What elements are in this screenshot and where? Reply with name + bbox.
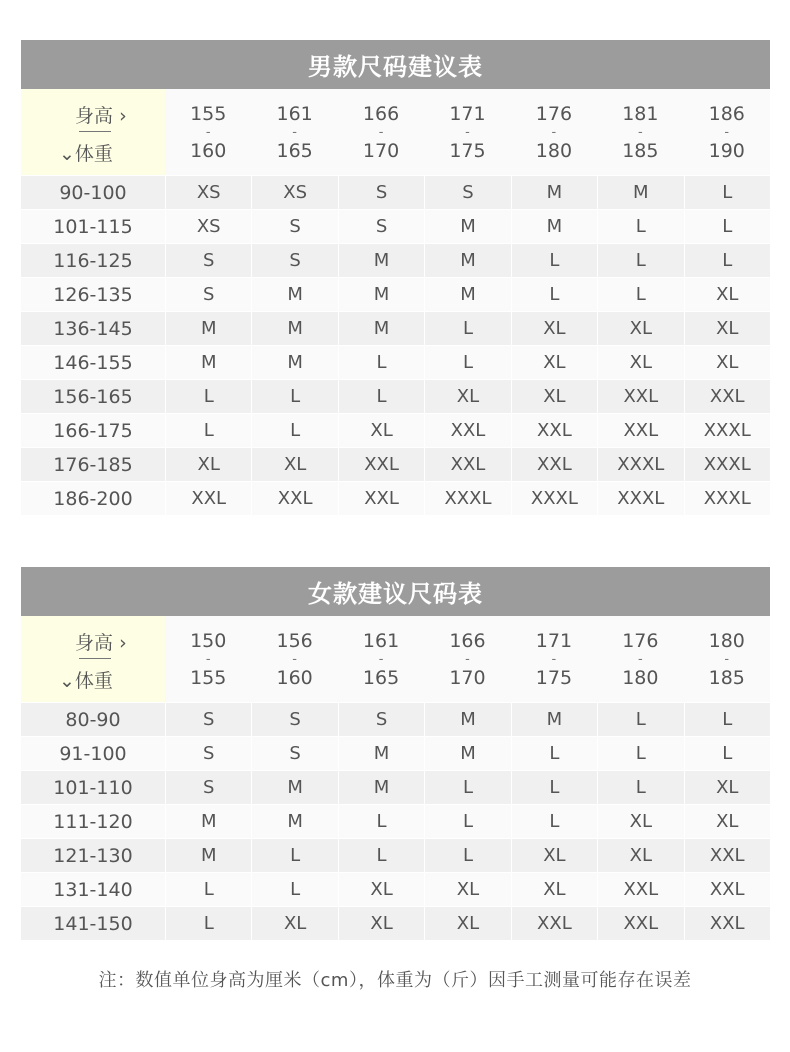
height-range-header (165, 89, 251, 175)
size-cell: XL (511, 346, 597, 379)
table-row (21, 737, 770, 770)
weight-range-cell: 101-115 (21, 210, 165, 243)
height-range-top: 181 (622, 102, 659, 125)
weight-range-cell: 111-120 (21, 805, 165, 838)
size-cell: XXL (424, 448, 510, 481)
size-cell: L (511, 278, 597, 311)
height-range-top: 166 (449, 629, 486, 652)
size-cell: XXL (597, 873, 683, 906)
weight-range-cell: 166-175 (21, 414, 165, 447)
height-range-header (597, 616, 683, 702)
size-cell: M (165, 805, 251, 838)
height-range-header (165, 616, 251, 702)
size-cell: M (424, 210, 510, 243)
size-cell: S (251, 703, 337, 736)
weight-range-cell: 131-140 (21, 873, 165, 906)
size-cell: L (684, 244, 770, 277)
height-range-bottom: 190 (708, 139, 745, 162)
height-range-dash: - (465, 651, 470, 667)
table-row (21, 312, 770, 345)
size-cell: S (338, 210, 424, 243)
size-cell: XL (684, 805, 770, 838)
weight-range-cell: 90-100 (21, 176, 165, 209)
size-cell: L (511, 244, 597, 277)
women-corner-cell (21, 616, 165, 702)
size-cell: XL (597, 839, 683, 872)
size-cell: M (338, 771, 424, 804)
weight-range-cell: 80-90 (21, 703, 165, 736)
size-cell: XL (684, 346, 770, 379)
size-cell: XL (251, 907, 337, 940)
height-range-dash: - (378, 651, 384, 667)
height-range-dash: - (465, 124, 470, 140)
size-cell: L (511, 771, 597, 804)
size-cell: XXL (597, 414, 683, 447)
size-cell: L (424, 346, 510, 379)
table-row (21, 244, 770, 277)
weight-range-cell: 126-135 (21, 278, 165, 311)
size-cell: XL (597, 805, 683, 838)
size-cell: S (165, 278, 251, 311)
table-row (21, 176, 770, 209)
height-range-header (597, 89, 683, 175)
size-cell: XXXL (597, 482, 683, 515)
size-cell: XS (165, 210, 251, 243)
women-table-title: 女款建议尺码表 (21, 567, 770, 616)
size-cell: L (684, 210, 770, 243)
size-cell: M (424, 278, 510, 311)
size-cell: M (165, 346, 251, 379)
size-cell: XL (597, 312, 683, 345)
height-range-dash: - (637, 124, 643, 140)
height-range-top: 176 (622, 629, 659, 652)
height-range-header (338, 616, 424, 702)
table-row (21, 346, 770, 379)
size-cell: XS (165, 176, 251, 209)
weight-range-cell: 101-110 (21, 771, 165, 804)
height-range-header (511, 89, 597, 175)
height-range-dash: - (292, 124, 297, 140)
corner-divider (79, 131, 111, 132)
size-cell: XXXL (424, 482, 510, 515)
height-range-header (684, 616, 770, 702)
size-cell: M (338, 312, 424, 345)
size-cell: M (251, 278, 337, 311)
women-size-table (21, 567, 770, 941)
height-range-dash: - (551, 124, 557, 140)
size-cell: S (165, 244, 251, 277)
size-cell: L (165, 873, 251, 906)
height-range-bottom: 185 (622, 139, 659, 162)
height-range-bottom: 185 (708, 666, 745, 689)
height-range-header (251, 89, 337, 175)
size-cell: L (165, 907, 251, 940)
size-cell: L (684, 176, 770, 209)
size-cell: XXL (338, 448, 424, 481)
size-cell: L (597, 771, 683, 804)
corner-divider (79, 658, 111, 659)
height-range-dash: - (637, 651, 643, 667)
size-cell: L (251, 414, 337, 447)
table-row (21, 448, 770, 481)
height-range-dash: - (724, 651, 730, 667)
size-cell: L (511, 737, 597, 770)
height-range-top: 166 (362, 102, 400, 125)
size-cell: XXXL (684, 448, 770, 481)
height-range-top: 171 (535, 629, 573, 652)
height-range-top: 155 (190, 102, 227, 125)
table-row (21, 805, 770, 838)
size-cell: M (338, 737, 424, 770)
weight-range-cell: 136-145 (21, 312, 165, 345)
size-cell: XXXL (597, 448, 683, 481)
men-table-body (21, 176, 770, 515)
size-cell: L (251, 839, 337, 872)
size-cell: XXL (511, 448, 597, 481)
height-range-top: 180 (708, 629, 745, 652)
height-range-bottom: 155 (190, 666, 227, 689)
size-cell: L (338, 805, 424, 838)
height-range-top: 150 (190, 629, 227, 652)
table-row (21, 414, 770, 447)
measurement-note: 注：数值单位身高为厘米（cm），体重为（斤）因手工测量可能存在误差 (98, 970, 692, 991)
height-range-top: 176 (535, 102, 573, 125)
weight-label: 体重 (74, 670, 113, 692)
size-cell: L (251, 380, 337, 413)
height-range-dash: - (378, 124, 384, 140)
size-cell: M (165, 312, 251, 345)
height-range-header (251, 616, 337, 702)
size-cell: L (597, 737, 683, 770)
men-size-table (21, 40, 770, 516)
size-cell: M (424, 737, 510, 770)
size-cell: L (684, 703, 770, 736)
table-row (21, 380, 770, 413)
size-cell: L (251, 873, 337, 906)
size-cell: M (597, 176, 683, 209)
size-cell: L (597, 703, 683, 736)
height-range-bottom: 180 (622, 666, 659, 689)
height-range-top: 161 (362, 629, 400, 652)
size-cell: XL (684, 312, 770, 345)
size-cell: S (338, 703, 424, 736)
size-cell: L (165, 380, 251, 413)
size-cell: M (251, 771, 337, 804)
height-range-header (511, 616, 597, 702)
size-cell: XXL (165, 482, 251, 515)
women-table-body (21, 703, 770, 940)
chevron-down-icon: ⌄ (59, 670, 75, 692)
size-cell: XL (511, 312, 597, 345)
height-range-bottom: 175 (449, 139, 486, 162)
size-cell: XXL (251, 482, 337, 515)
size-cell: L (597, 210, 683, 243)
weight-range-cell: 141-150 (21, 907, 165, 940)
size-cell: XXXL (684, 414, 770, 447)
size-cell: L (165, 414, 251, 447)
table-row (21, 278, 770, 311)
size-cell: XL (684, 771, 770, 804)
height-label: 身高 (75, 105, 114, 127)
size-cell: M (338, 278, 424, 311)
height-range-dash: - (205, 651, 211, 667)
size-cell: L (338, 839, 424, 872)
size-cell: XXL (338, 482, 424, 515)
table-row (21, 907, 770, 940)
size-cell: S (424, 176, 510, 209)
height-range-top: 186 (708, 102, 745, 125)
table-row (21, 873, 770, 906)
height-range-top: 171 (449, 102, 486, 125)
size-cell: S (338, 176, 424, 209)
size-cell: L (684, 737, 770, 770)
size-cell: M (165, 839, 251, 872)
size-cell: L (597, 244, 683, 277)
size-cell: XXL (684, 380, 770, 413)
height-range-dash: - (292, 651, 297, 667)
height-range-top: 156 (276, 629, 313, 652)
height-label: 身高 (75, 632, 114, 654)
size-cell: XXL (597, 380, 683, 413)
height-range-header (338, 89, 424, 175)
weight-range-cell: 156-165 (21, 380, 165, 413)
chevron-right-icon: › (119, 632, 127, 654)
size-cell: L (597, 278, 683, 311)
height-range-top: 161 (276, 102, 313, 125)
weight-range-cell: 146-155 (21, 346, 165, 379)
size-cell: XL (597, 346, 683, 379)
size-cell: XL (424, 907, 510, 940)
weight-range-cell: 116-125 (21, 244, 165, 277)
height-range-header (424, 616, 510, 702)
chevron-right-icon: › (119, 105, 127, 127)
height-range-dash: - (205, 124, 211, 140)
size-cell: S (251, 737, 337, 770)
size-cell: S (251, 244, 337, 277)
weight-label: 体重 (74, 143, 113, 165)
size-cell: M (511, 176, 597, 209)
height-range-dash: - (551, 651, 557, 667)
size-cell: XXL (684, 873, 770, 906)
size-cell: L (338, 346, 424, 379)
height-range-bottom: 165 (276, 139, 313, 162)
size-cell: M (511, 210, 597, 243)
women-header-row (21, 616, 770, 702)
height-range-header (684, 89, 770, 175)
weight-range-cell: 91-100 (21, 737, 165, 770)
size-cell: M (251, 805, 337, 838)
men-header-row (21, 89, 770, 175)
size-cell: XXL (684, 839, 770, 872)
size-cell: M (251, 346, 337, 379)
weight-range-cell: 186-200 (21, 482, 165, 515)
table-row (21, 771, 770, 804)
table-row (21, 482, 770, 515)
chevron-down-icon: ⌄ (59, 143, 75, 165)
height-range-header (424, 89, 510, 175)
size-cell: L (424, 312, 510, 345)
size-cell: XXL (424, 414, 510, 447)
size-cell: XL (424, 380, 510, 413)
size-cell: S (165, 703, 251, 736)
size-cell: S (165, 771, 251, 804)
size-cell: S (165, 737, 251, 770)
size-cell: L (511, 805, 597, 838)
height-range-bottom: 165 (362, 666, 400, 689)
size-cell: XXXL (684, 482, 770, 515)
size-cell: XL (251, 448, 337, 481)
size-cell: M (424, 244, 510, 277)
table-row (21, 703, 770, 736)
size-cell: XL (165, 448, 251, 481)
men-corner-cell (21, 89, 165, 175)
size-cell: XL (338, 907, 424, 940)
table-row (21, 210, 770, 243)
size-cell: L (424, 771, 510, 804)
men-table-title: 男款尺码建议表 (21, 40, 770, 89)
size-cell: L (424, 805, 510, 838)
size-cell: M (511, 703, 597, 736)
size-cell: M (251, 312, 337, 345)
height-range-bottom: 175 (535, 666, 573, 689)
size-cell: XL (511, 839, 597, 872)
size-cell: XXL (684, 907, 770, 940)
weight-range-cell: 121-130 (21, 839, 165, 872)
size-cell: XXL (597, 907, 683, 940)
height-range-bottom: 160 (276, 666, 313, 689)
size-cell: M (338, 244, 424, 277)
height-range-bottom: 180 (535, 139, 573, 162)
size-cell: XL (511, 873, 597, 906)
size-cell: XXXL (511, 482, 597, 515)
size-cell: XL (338, 414, 424, 447)
size-cell: XS (251, 176, 337, 209)
height-range-bottom: 170 (449, 666, 486, 689)
weight-range-cell: 176-185 (21, 448, 165, 481)
size-cell: XXL (511, 907, 597, 940)
height-range-bottom: 170 (362, 139, 400, 162)
size-cell: XXL (511, 414, 597, 447)
size-cell: L (338, 380, 424, 413)
size-cell: XL (684, 278, 770, 311)
size-cell: XL (338, 873, 424, 906)
height-range-bottom: 160 (190, 139, 227, 162)
size-cell: S (251, 210, 337, 243)
size-cell: XL (424, 873, 510, 906)
size-cell: M (424, 703, 510, 736)
height-range-dash: - (724, 124, 730, 140)
size-cell: XL (511, 380, 597, 413)
size-cell: L (424, 839, 510, 872)
table-row (21, 839, 770, 872)
